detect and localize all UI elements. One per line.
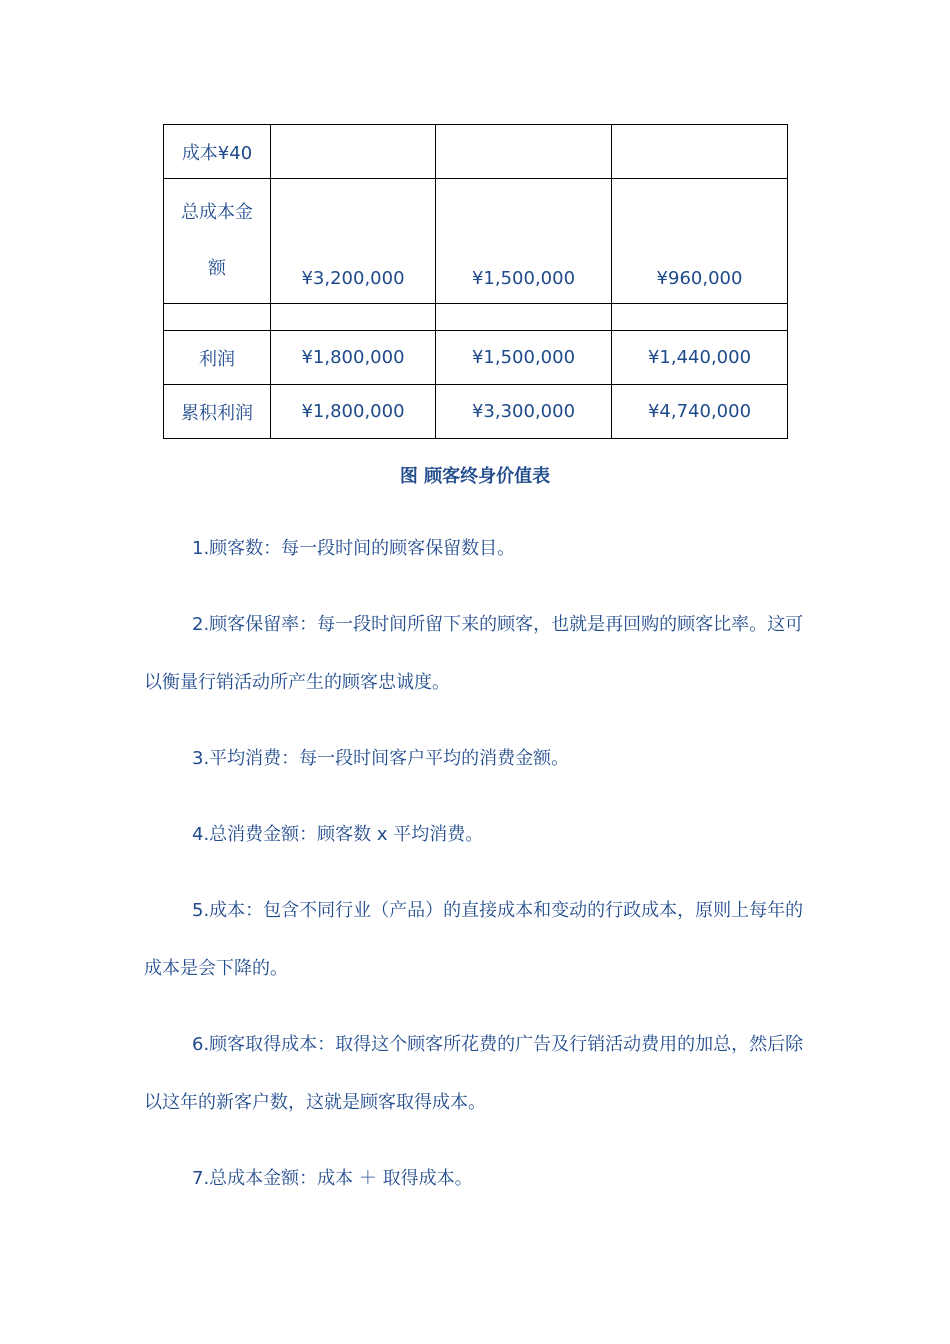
row-label-line: 额 xyxy=(208,258,226,279)
table-cell: ¥3,200,000 xyxy=(271,179,436,304)
table-cell xyxy=(436,125,612,179)
table-row xyxy=(164,304,788,331)
row-label: 成本¥40 xyxy=(164,125,271,179)
row-label: 利润 xyxy=(164,331,271,385)
table-cell: ¥1,500,000 xyxy=(436,331,612,385)
table-cell: ¥3,300,000 xyxy=(436,385,612,439)
table-caption: 图 顾客终身价值表 xyxy=(399,466,551,487)
table-cell xyxy=(164,304,271,331)
table-cell: ¥1,440,000 xyxy=(612,331,788,385)
paragraph: 1.顾客数：每一段时间的顾客保留数目。 xyxy=(192,538,516,559)
row-label xyxy=(164,179,271,304)
paragraph: 2.顾客保留率：每一段时间所留下来的顾客，也就是再回购的顾客比率。这可以衡量行销活动所产生的顾客忠诚度。 xyxy=(144,614,804,693)
table-row xyxy=(164,331,788,385)
table-cell: ¥1,500,000 xyxy=(436,179,612,304)
table-row xyxy=(164,385,788,439)
table-cell xyxy=(271,304,436,331)
table-cell: ¥1,800,000 xyxy=(271,331,436,385)
table-cell: ¥4,740,000 xyxy=(612,385,788,439)
table-row xyxy=(164,125,788,179)
table-cell xyxy=(612,125,788,179)
customer-lifetime-value-table xyxy=(163,124,788,439)
paragraph: 7.总成本金额：成本 ＋ 取得成本。 xyxy=(192,1168,473,1189)
paragraph: 6.顾客取得成本：取得这个顾客所花费的广告及行销活动费用的加总，然后除以这年的新客户数，这就是顾客取得成本。 xyxy=(144,1034,804,1113)
table-row xyxy=(164,179,788,304)
table-cell xyxy=(271,125,436,179)
table-cell xyxy=(436,304,612,331)
table-cell: ¥1,800,000 xyxy=(271,385,436,439)
paragraph: 5.成本：包含不同行业（产品）的直接成本和变动的行政成本，原则上每年的成本是会下降的。 xyxy=(144,900,804,979)
row-label: 累积利润 xyxy=(164,385,271,439)
table-cell xyxy=(612,304,788,331)
table-cell: ¥960,000 xyxy=(612,179,788,304)
paragraph: 4.总消费金额：顾客数 x 平均消费。 xyxy=(192,824,484,845)
paragraph: 3.平均消费：每一段时间客户平均的消费金额。 xyxy=(192,748,570,769)
row-label-line: 总成本金 xyxy=(181,202,253,223)
